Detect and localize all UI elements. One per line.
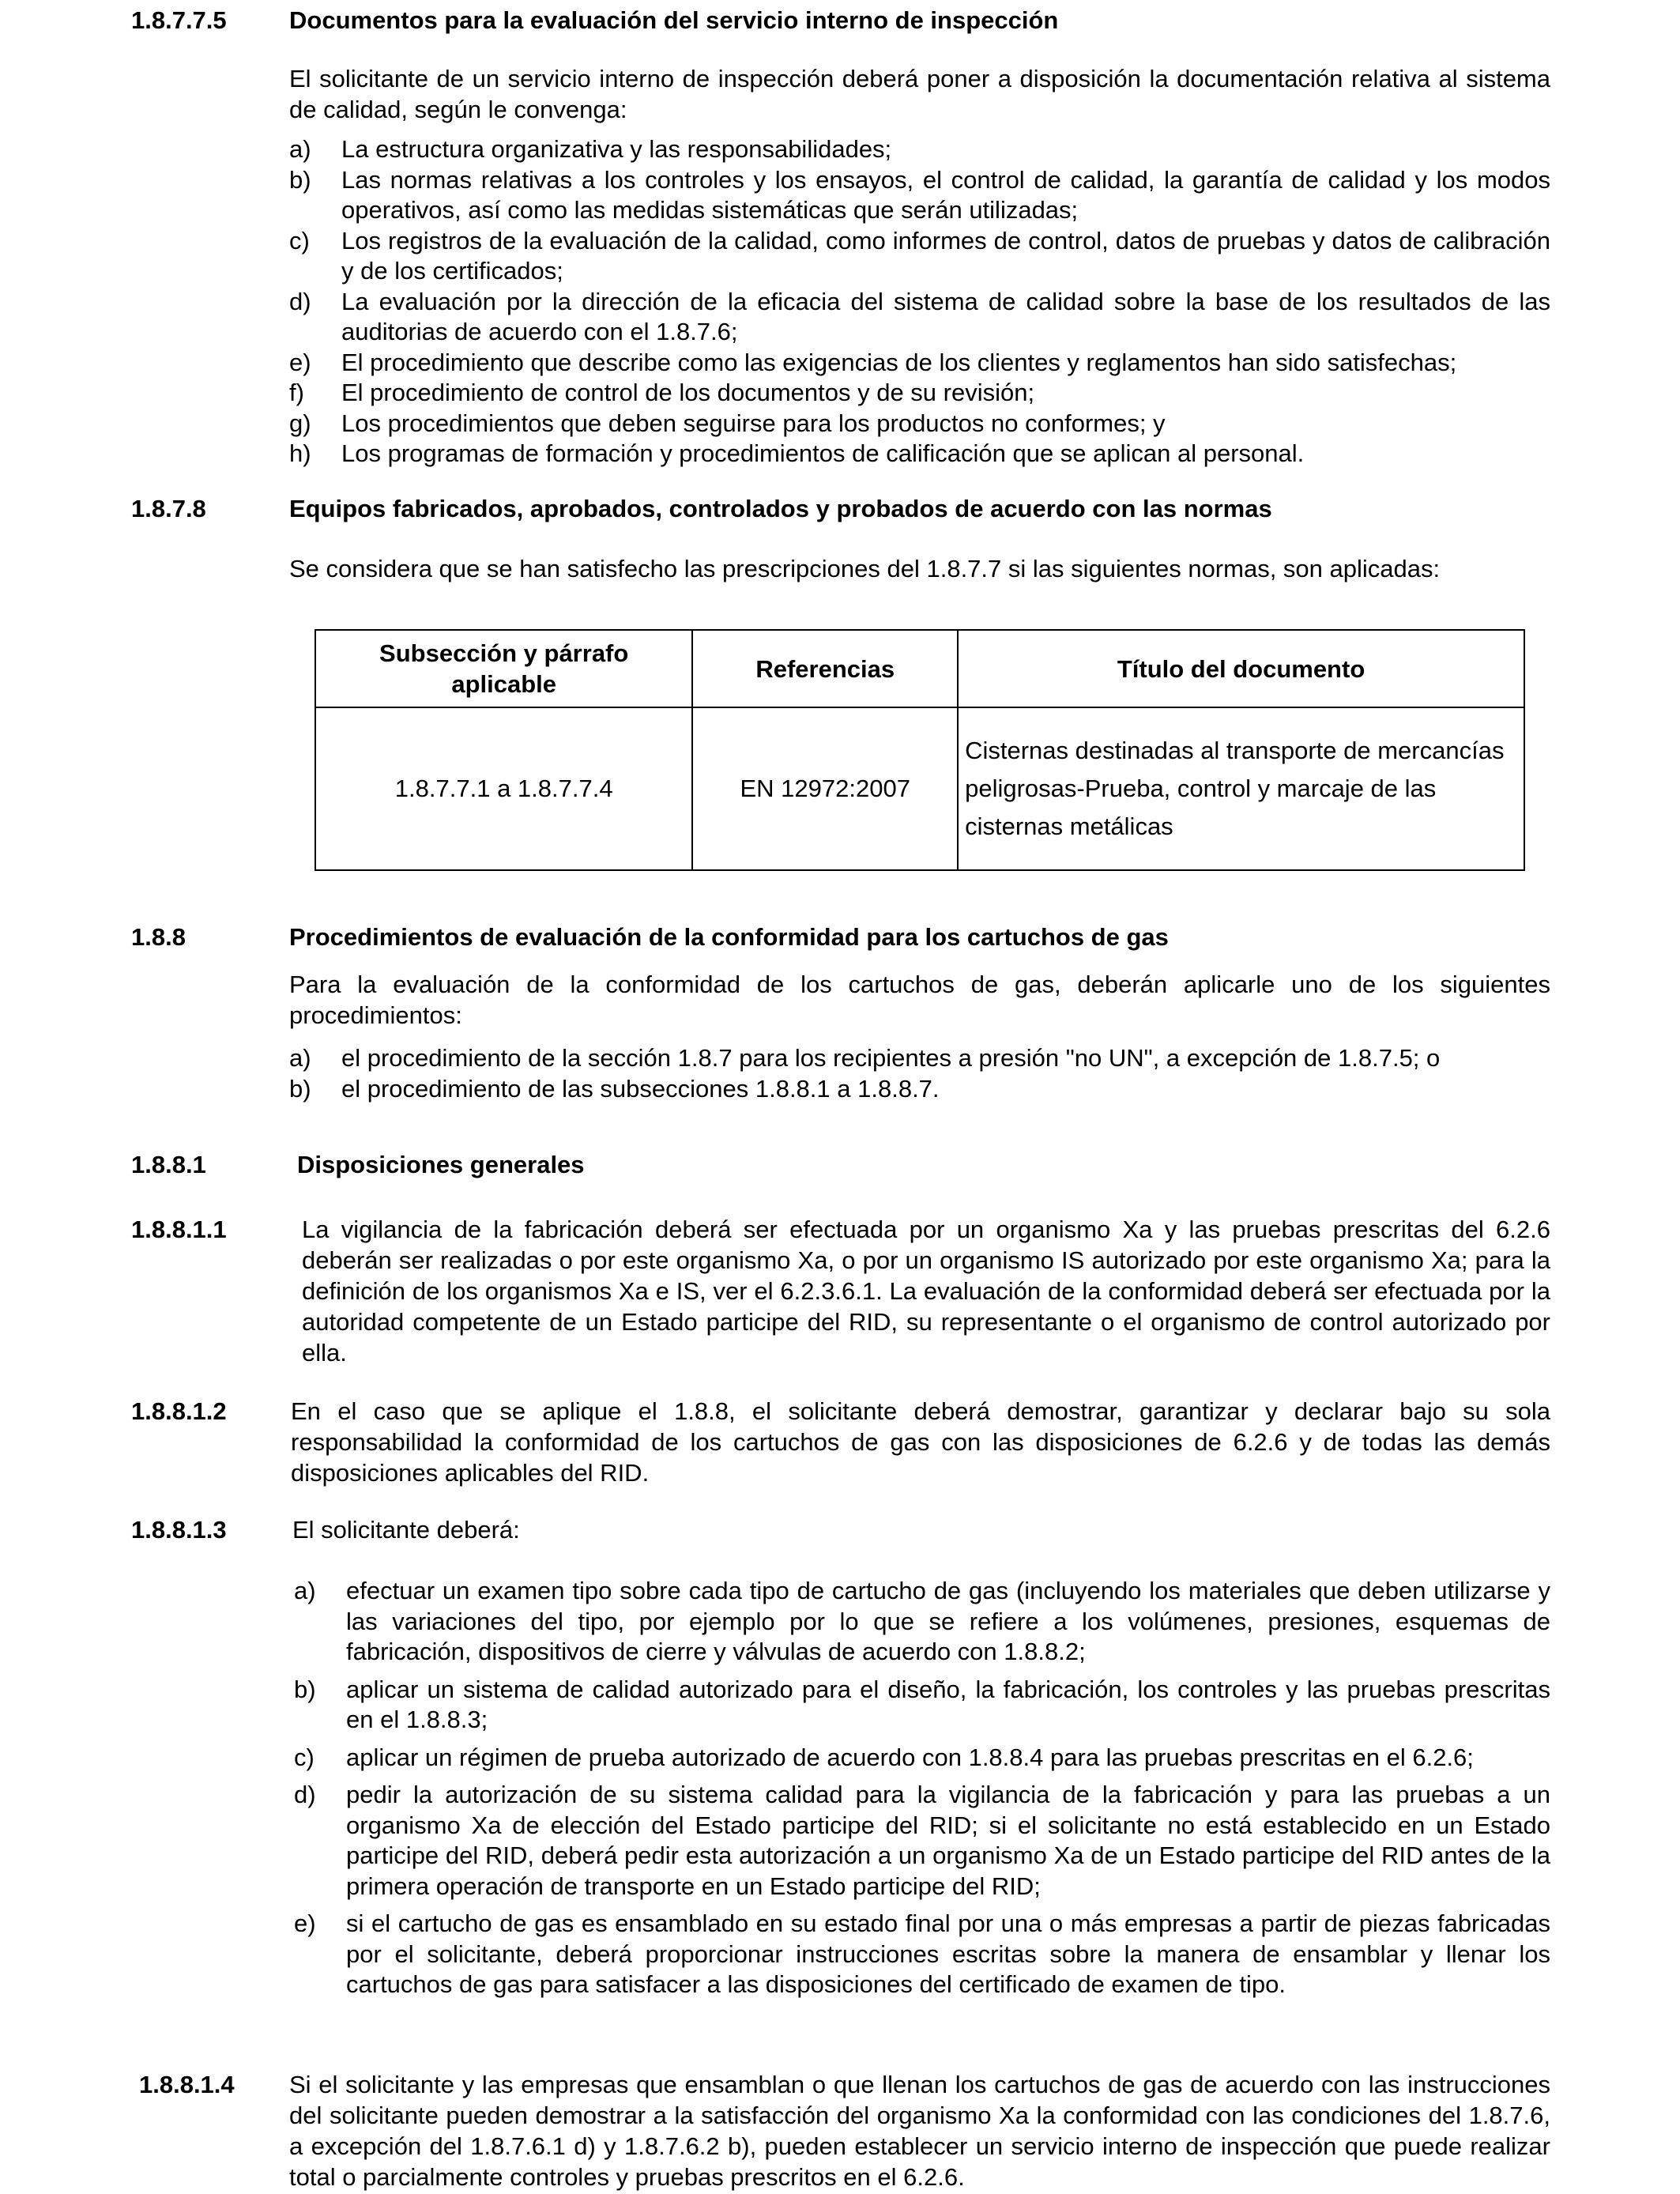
list-text: La evaluación por la dirección de la eficacia del sistema de calidad sobre la base de los resultados de las auditorias de acuerdo con el 1.8.7.6; xyxy=(341,287,1550,345)
section-paragraph: Se considera que se han satisfecho las prescripciones del 1.8.7.7 si las siguientes normas, son aplicadas: xyxy=(289,555,1441,582)
table-cell: EN 12972:2007 xyxy=(692,707,958,870)
list-item xyxy=(289,134,1550,165)
list-text: La estructura organizativa y las responsabilidades; xyxy=(341,135,892,163)
list-text: Las normas relativas a los controles y los ensayos, el control de calidad, la garantía de calidad y los modos operativos, así como las medidas sistemáticas que serán utilizadas; xyxy=(341,165,1550,224)
paragraph-number: 1.8.8.1.4 xyxy=(139,2071,235,2098)
table-row xyxy=(315,707,1524,870)
table-header-row xyxy=(315,630,1524,707)
list-item xyxy=(294,1909,1550,2000)
list-label: b) xyxy=(294,1675,316,1703)
section-paragraph: El solicitante deberá: xyxy=(292,1516,520,1544)
paragraph-number: 1.8.8.1.3 xyxy=(131,1516,227,1544)
column-header: Subsección y párrafo aplicable xyxy=(315,630,692,707)
list-text: El procedimiento que describe como las exigencias de los clientes y reglamentos han sido satisfechas; xyxy=(341,348,1457,376)
list-item xyxy=(289,226,1550,287)
list-text: el procedimiento de la sección 1.8.7 para los recipientes a presión "no UN", a excepción de 1.8.7.5; o xyxy=(341,1044,1441,1072)
requirements-list xyxy=(289,134,1550,469)
list-label: c) xyxy=(294,1743,315,1771)
list-item xyxy=(289,287,1550,348)
section-number: 1.8.7.8 xyxy=(131,495,206,522)
paragraph-number: 1.8.8.1.1 xyxy=(131,1216,227,1243)
list-label: e) xyxy=(294,1909,316,1937)
list-label: a) xyxy=(294,1577,316,1604)
list-item xyxy=(294,1675,1550,1736)
section-paragraph: El solicitante de un servicio interno de inspección deberá poner a disposición la documentación relativa al sistema de calidad, según le convenga: xyxy=(289,65,1550,123)
list-label: d) xyxy=(289,287,311,315)
section-number: 1.8.8.1 xyxy=(131,1151,206,1178)
list-label: g) xyxy=(289,409,311,437)
list-item xyxy=(289,165,1550,226)
list-label: e) xyxy=(289,348,311,376)
list-text: Los registros de la evaluación de la calidad, como informes de control, datos de pruebas y datos de calibración y de los certificados; xyxy=(341,226,1550,285)
table-cell: Cisternas destinadas al transporte de mercancías peligrosas-Prueba, control y marcaje de las cisternas metálicas xyxy=(958,707,1524,870)
standards-table xyxy=(315,629,1525,871)
section-title: Equipos fabricados, aprobados, controlados y probados de acuerdo con las normas xyxy=(289,495,1272,522)
column-header: Referencias xyxy=(692,630,958,707)
list-text: aplicar un sistema de calidad autorizado para el diseño, la fabricación, los controles y las pruebas prescritas en el 1.8.8.3; xyxy=(346,1675,1550,1733)
list-item xyxy=(289,439,1550,469)
section-title: Disposiciones generales xyxy=(297,1151,585,1178)
list-label: a) xyxy=(289,1044,311,1072)
list-text: el procedimiento de las subsecciones 1.8.8.1 a 1.8.8.7. xyxy=(341,1074,940,1103)
section-paragraph: Para la evaluación de la conformidad de los cartuchos de gas, deberán aplicarle uno de los siguientes procedimientos: xyxy=(289,971,1550,1029)
list-text: pedir la autorización de su sistema calidad para la vigilancia de la fabricación y para las pruebas a un organismo Xa de elección del Estado participe del RID; si el solicitante no está establecido en un Estado participe del RID, deberá pedir esta autorización a un organismo Xa de un Estado participe del RID antes de la primera operación de transporte en un Estado participe del RID; xyxy=(346,1781,1550,1900)
section-paragraph: Si el solicitante y las empresas que ensamblan o que llenan los cartuchos de gas de acuerdo con las instrucciones del solicitante pueden demostrar a la satisfacción del organismo Xa la conformidad con las condiciones del 1.8.7.6, a excepción del 1.8.7.6.1 d) y 1.8.7.6.2 b), pueden establecer un servicio interno de inspección que puede realizar total o parcialmente controles y pruebas prescritos en el 6.2.6. xyxy=(289,2071,1550,2191)
list-label: d) xyxy=(294,1781,316,1808)
list-item xyxy=(294,1576,1550,1668)
list-item xyxy=(289,409,1550,439)
section-number: 1.8.7.7.5 xyxy=(131,6,227,34)
procedure-list xyxy=(289,1043,1550,1104)
list-item xyxy=(289,348,1550,379)
list-item xyxy=(289,1074,1550,1105)
list-text: si el cartucho de gas es ensamblado en su estado final por una o más empresas a partir de piezas fabricadas por el solicitante, deberá proporcionar instrucciones escritas sobre la manera de ensamblar y llenar los cartuchos de gas para satisfacer a las disposiciones del certificado de examen de tipo. xyxy=(346,1909,1550,1998)
list-item xyxy=(289,1043,1550,1074)
list-label: f) xyxy=(289,379,304,406)
list-item xyxy=(289,378,1550,409)
list-item xyxy=(294,1780,1550,1902)
table-cell: 1.8.7.7.1 a 1.8.7.7.4 xyxy=(315,707,692,870)
section-paragraph: En el caso que se aplique el 1.8.8, el solicitante deberá demostrar, garantizar y declarar bajo su sola responsabilidad la conformidad de los cartuchos de gas con las disposiciones de 6.2.6 y de todas las demás disposiciones aplicables del RID. xyxy=(291,1397,1550,1487)
list-label: b) xyxy=(289,165,311,194)
list-label: b) xyxy=(289,1074,311,1103)
list-text: aplicar un régimen de prueba autorizado de acuerdo con 1.8.8.4 para las pruebas prescritas en el 6.2.6; xyxy=(346,1743,1474,1771)
list-label: h) xyxy=(289,439,311,467)
list-text: Los programas de formación y procedimientos de calificación que se aplican al personal. xyxy=(341,439,1305,467)
section-title: Documentos para la evaluación del servicio interno de inspección xyxy=(289,6,1059,34)
column-header: Título del documento xyxy=(958,630,1524,707)
list-text: efectuar un examen tipo sobre cada tipo de cartucho de gas (incluyendo los materiales que deben utilizarse y las variaciones del tipo, por ejemplo por lo que se refiere a los volúmenes, presiones, esquemas de fabricación, dispositivos de cierre y válvulas de acuerdo con 1.8.8.2; xyxy=(346,1577,1550,1665)
section-title: Procedimientos de evaluación de la conformidad para los cartuchos de gas xyxy=(289,923,1169,951)
list-item xyxy=(294,1743,1550,1774)
obligations-list xyxy=(294,1576,1550,2007)
list-label: a) xyxy=(289,135,311,163)
paragraph-number: 1.8.8.1.2 xyxy=(131,1397,227,1425)
section-number: 1.8.8 xyxy=(131,923,186,951)
section-paragraph: La vigilancia de la fabricación deberá ser efectuada por un organismo Xa y las pruebas prescritas del 6.2.6 deberán ser realizadas o por este organismo Xa, o por un organismo IS autorizado por este organismo Xa; para la definición de los organismos Xa e IS, ver el 6.2.3.6.1. La evaluación de la conformidad deberá ser efectuada por la autoridad competente de un Estado participe del RID, su representante o el organismo de control autorizado por ella. xyxy=(302,1216,1550,1367)
list-text: Los procedimientos que deben seguirse para los productos no conformes; y xyxy=(341,409,1166,437)
list-label: c) xyxy=(289,226,310,254)
list-text: El procedimiento de control de los documentos y de su revisión; xyxy=(341,379,1035,406)
